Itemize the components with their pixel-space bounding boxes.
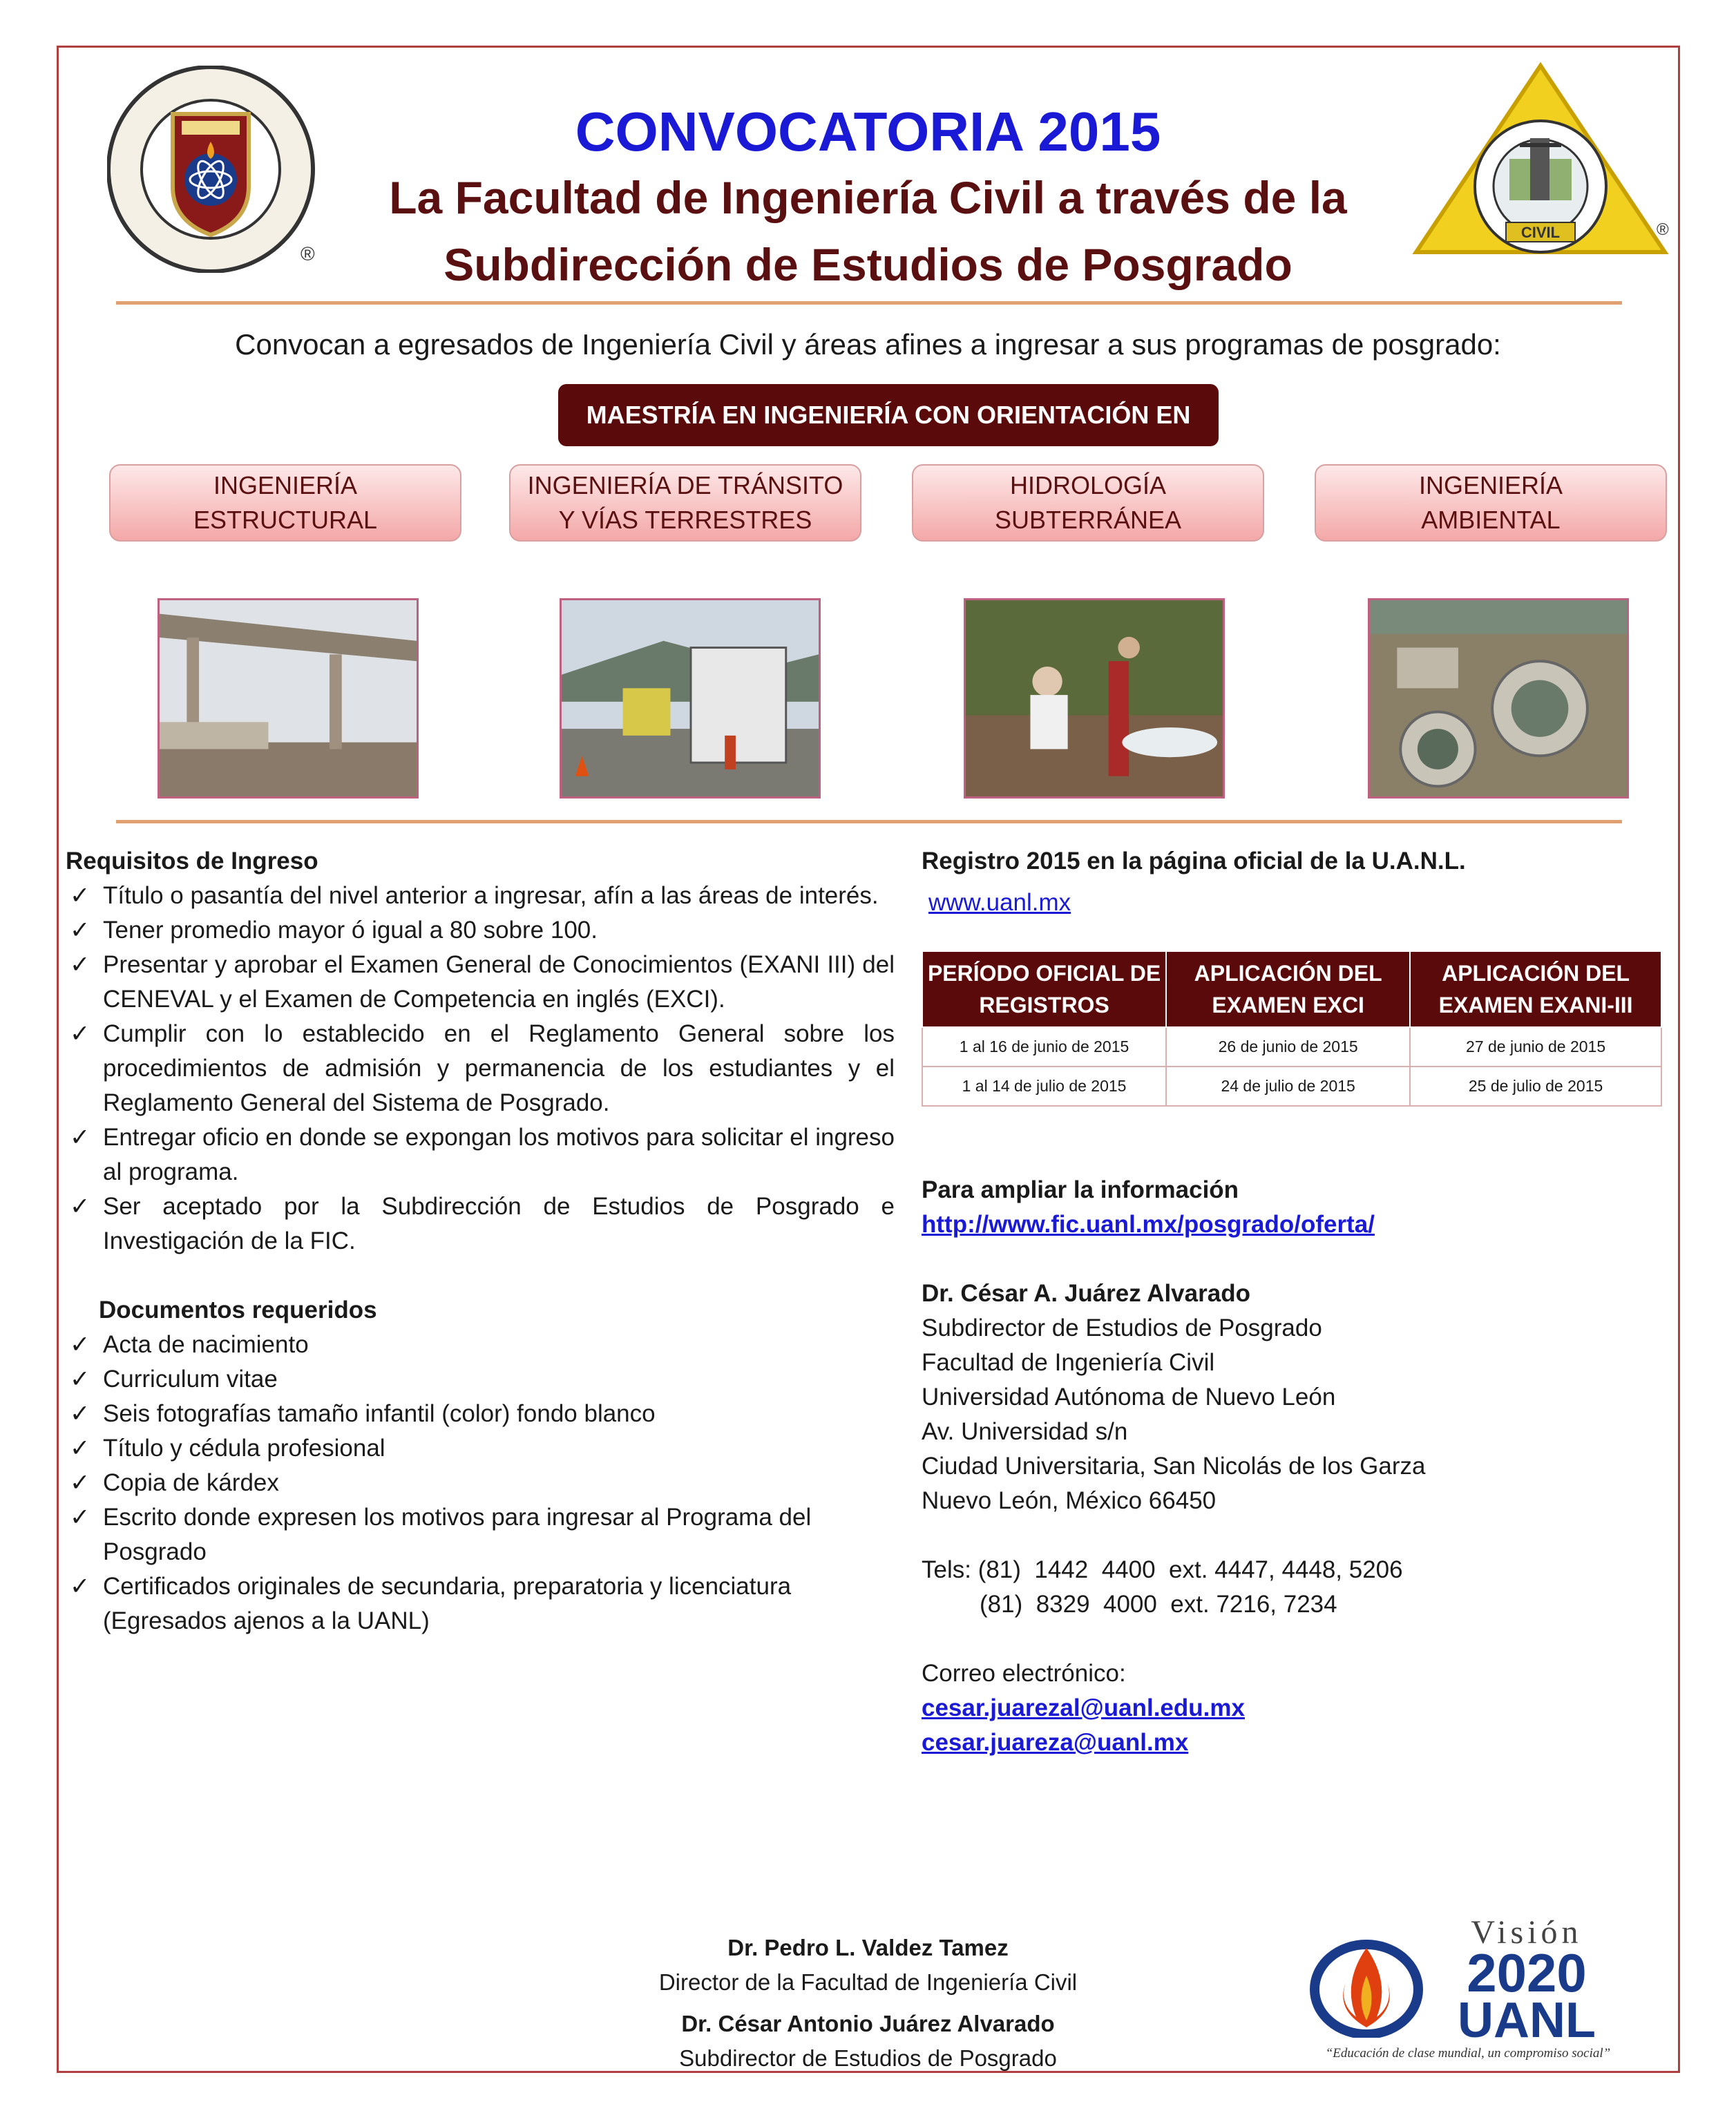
requirement-item: ✓ Ser aceptado por la Subdirección de Estudios de Posgrado e Investigación de la FIC. (66, 1189, 895, 1259)
registration-heading: Registro 2015 en la página oficial de la U.A.N.L. (922, 848, 1466, 874)
requirement-item: ✓ Tener promedio mayor ó igual a 80 sobre 100. (66, 913, 895, 948)
registration-table (922, 950, 1662, 1107)
email-link-1[interactable]: cesar.juarezal@uanl.edu.mx (922, 1694, 1245, 1721)
registration-section (922, 844, 1668, 920)
email-label: Correo electrónico: (922, 1660, 1126, 1687)
address-line: Universidad Autónoma de Nuevo León (922, 1384, 1336, 1411)
documents-heading: Documentos requeridos (99, 1297, 377, 1323)
address-line: Subdirector de Estudios de Posgrado (922, 1315, 1322, 1341)
requirements-heading: Requisitos de Ingreso (66, 848, 318, 874)
table-cell: 25 de julio de 2015 (1410, 1067, 1661, 1106)
vision-2020-logo (1288, 1913, 1648, 2065)
treatment-plant-photo (1368, 598, 1629, 799)
program-header: MAESTRÍA EN INGENIERÍA CON ORIENTACIÓN EN (558, 384, 1219, 446)
table-cell: 1 al 14 de julio de 2015 (922, 1067, 1166, 1106)
vision-top-text: Visión (1471, 1914, 1583, 1951)
orientation-structural: INGENIERÍA ESTRUCTURAL (109, 464, 461, 542)
vision-slogan: “Educación de clase mundial, un compromiso social” (1325, 2046, 1611, 2061)
address-line: Nuevo León, México 66450 (922, 1487, 1217, 1514)
address-line: Facultad de Ingeniería Civil (922, 1349, 1215, 1376)
document-item: ✓ Escrito donde expresen los motivos para ingresar al Programa del Posgrado (66, 1500, 895, 1569)
svg-text:®: ® (301, 243, 315, 265)
uanl-link[interactable]: www.uanl.mx (928, 889, 1071, 916)
svg-text:CIVIL: CIVIL (1520, 224, 1561, 241)
table-cell: 27 de junio de 2015 (1410, 1027, 1661, 1067)
info-section (922, 1173, 1668, 1760)
contact-name: Dr. César A. Juárez Alvarado (922, 1280, 1250, 1307)
vision-name: UANL (1458, 1993, 1596, 2048)
document-item: ✓ Copia de kárdex (66, 1466, 895, 1500)
phone-line-1: Tels: (81) 1442 4400 ext. 4447, 4448, 5206 (922, 1556, 1403, 1583)
svg-text:®: ® (1657, 220, 1669, 239)
address-line: Ciudad Universitaria, San Nicolás de los Garza (922, 1453, 1426, 1480)
divider-middle (116, 820, 1622, 823)
subtitle-line-2: Subdirección de Estudios de Posgrado (443, 239, 1293, 290)
table-cell: 1 al 16 de junio de 2015 (922, 1027, 1166, 1067)
document-item: ✓ Curriculum vitae (66, 1362, 895, 1397)
requirement-item: ✓ Cumplir con lo establecido en el Reglamento General sobre los procedimientos de admisión y permanencia de los estudiantes y el Reglamento General del Sistema de Posgrado. (66, 1017, 895, 1120)
well-photo (964, 598, 1225, 799)
table-row (922, 1027, 1661, 1067)
page-title: CONVOCATORIA 2015 (575, 101, 1161, 162)
table-header: APLICACIÓN DEL EXAMEN EXANI-III (1410, 951, 1661, 1027)
requirement-item: ✓ Entregar oficio en donde se expongan los motivos para solicitar el ingreso al programa. (66, 1120, 895, 1189)
signature-name-2: Dr. César Antonio Juárez Alvarado (681, 2011, 1055, 2036)
requirement-item: ✓ Presentar y aprobar el Examen General de Conocimientos (EXANI III) del CENEVAL y el Examen de Competencia en inglés (EXCI). (66, 948, 895, 1017)
orientation-hydrology: HIDROLOGÍA SUBTERRÁNEA (912, 464, 1264, 542)
table-row (922, 1067, 1661, 1106)
document-item: ✓ Certificados originales de secundaria, preparatoria y licenciatura (Egresados ajenos a la UANL) (66, 1569, 895, 1638)
table-cell: 26 de junio de 2015 (1166, 1027, 1410, 1067)
signature-role-2: Subdirector de Estudios de Posgrado (679, 2045, 1057, 2071)
table-cell: 24 de julio de 2015 (1166, 1067, 1410, 1106)
traffic-photo (560, 598, 821, 799)
bridge-photo (158, 598, 419, 799)
intro-text: Convocan a egresados de Ingeniería Civil y áreas afines a ingresar a sus programas de posgrado: (235, 328, 1501, 361)
vision-year: 2020 (1467, 1942, 1587, 2003)
orientation-environmental: INGENIERÍA AMBIENTAL (1315, 464, 1667, 542)
divider-top (116, 301, 1622, 305)
subtitle-line-1: La Facultad de Ingeniería Civil a través de la (389, 172, 1347, 223)
table-header: PERÍODO OFICIAL DE REGISTROS (922, 951, 1166, 1027)
requirements-section (66, 844, 895, 1638)
table-header: APLICACIÓN DEL EXAMEN EXCI (1166, 951, 1410, 1027)
email-link-2[interactable]: cesar.juareza@uanl.mx (922, 1729, 1189, 1756)
orientation-transit: INGENIERÍA DE TRÁNSITO Y VÍAS TERRESTRES (509, 464, 861, 542)
address-line: Av. Universidad s/n (922, 1418, 1128, 1445)
phone-line-2: (81) 8329 4000 ext. 7216, 7234 (980, 1591, 1337, 1618)
signature-role-1: Director de la Facultad de Ingeniería Civil (658, 1969, 1078, 1995)
document-item: ✓ Acta de nacimiento (66, 1328, 895, 1362)
flame-icon (1308, 1934, 1425, 2038)
fic-posgrado-link[interactable]: http://www.fic.uanl.mx/posgrado/oferta/ (922, 1211, 1375, 1238)
document-item: ✓ Título y cédula profesional (66, 1431, 895, 1466)
document-item: ✓ Seis fotografías tamaño infantil (color) fondo blanco (66, 1397, 895, 1431)
requirement-item: ✓ Título o pasantía del nivel anterior a ingresar, afín a las áreas de interés. (66, 879, 895, 913)
info-heading: Para ampliar la información (922, 1176, 1239, 1203)
signature-name-1: Dr. Pedro L. Valdez Tamez (727, 1935, 1009, 1960)
